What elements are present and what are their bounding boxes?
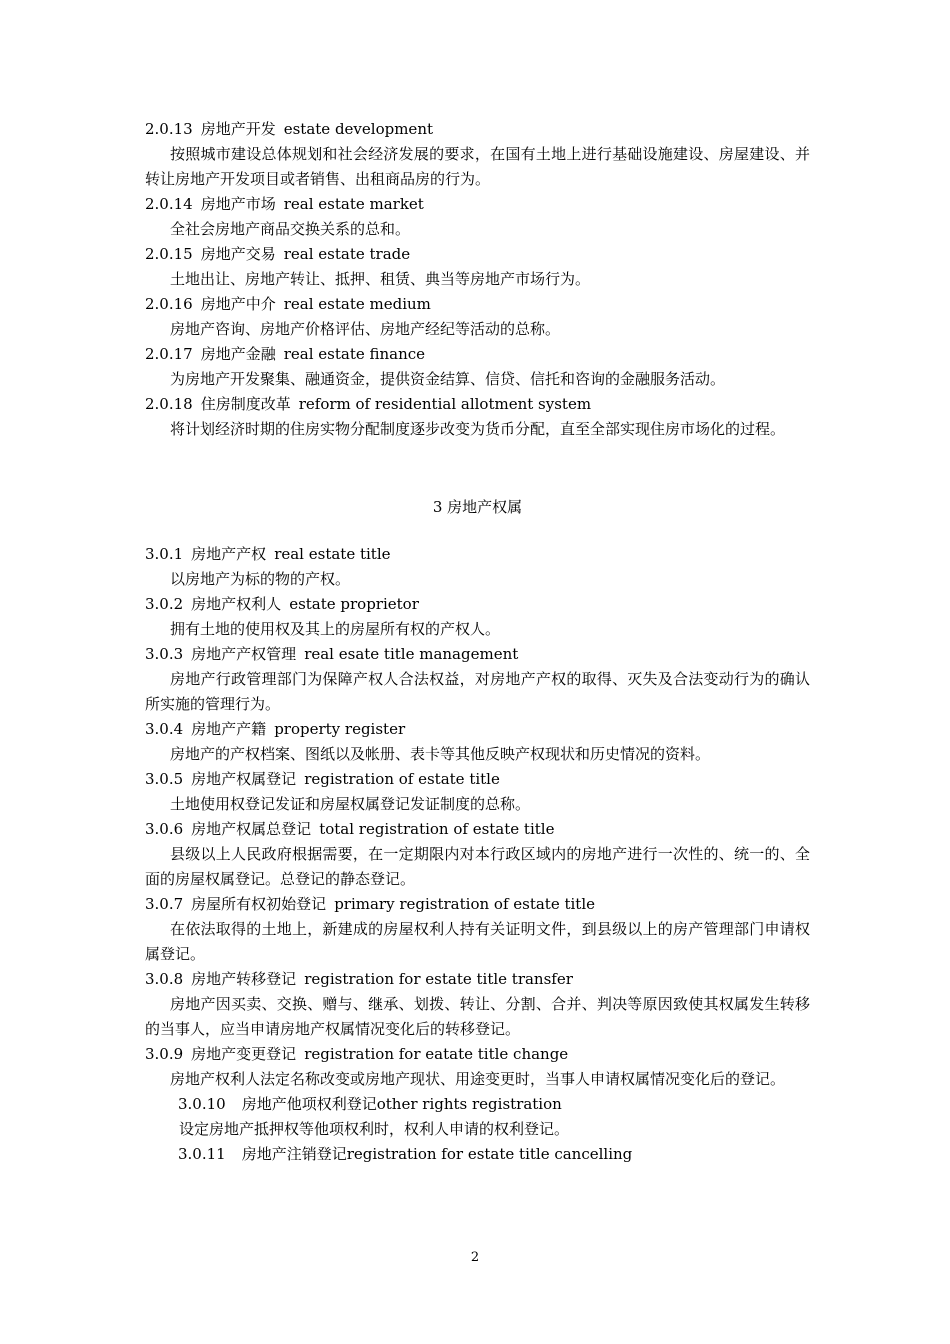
term-number: 3.0.11 [178, 1145, 226, 1163]
term-chinese: 房地产变更登记 [191, 1045, 297, 1063]
term-definition: 房地产因买卖、交换、赠与、继承、划拨、转让、分割、合并、判决等原因致使其权属发生转移的当事人，应当申请房地产权属情况变化后的转移登记。 [145, 995, 810, 1038]
term-number: 2.0.14 [145, 195, 193, 213]
term-chinese: 房屋所有权初始登记 [191, 895, 327, 913]
term-english: real estate medium [283, 295, 431, 313]
term-english: real estate finance [283, 345, 426, 363]
term-definition: 设定房地产抵押权等他项权利时，权利人申请的权利登记。 [179, 1120, 570, 1138]
page-number: 2 [470, 1250, 480, 1265]
term-number: 3.0.1 [145, 545, 184, 563]
entry-3-0-9 [145, 1042, 810, 1092]
term-definition: 房地产行政管理部门为保障产权人合法权益，对房地产产权的取得、灭失及合法变动行为的确认所实施的管理行为。 [145, 670, 810, 713]
section-title: 3 房地产权属 [432, 498, 523, 516]
entry-3-0-7 [145, 892, 810, 967]
entry-2-0-14 [145, 192, 810, 242]
term-chinese: 房地产产籍 [191, 720, 267, 738]
term-english: property register [274, 720, 406, 738]
term-chinese: 房地产市场 [200, 195, 276, 213]
term-definition: 将计划经济时期的住房实物分配制度逐步改变为货币分配，直至全部实现住房市场化的过程。 [170, 420, 786, 438]
term-heading [145, 242, 810, 267]
term-number: 3.0.4 [145, 720, 184, 738]
term-heading [145, 1092, 810, 1117]
term-number: 2.0.18 [145, 395, 193, 413]
term-english: registration of estate title [304, 770, 500, 788]
term-english: primary registration of estate title [334, 895, 596, 913]
term-chinese: 房地产他项权利登记 [241, 1095, 377, 1113]
term-definition: 拥有土地的使用权及其上的房屋所有权的产权人。 [170, 620, 501, 638]
term-number: 3.0.9 [145, 1045, 184, 1063]
term-chinese: 房地产权属总登记 [191, 820, 312, 838]
term-english: real esate title management [304, 645, 519, 663]
section-2-entries [145, 117, 810, 442]
term-english: reform of residential allotment system [298, 395, 592, 413]
term-definition: 房地产的产权档案、图纸以及帐册、表卡等其他反映产权现状和历史情况的资料。 [170, 745, 711, 763]
entry-3-0-8 [145, 967, 810, 1042]
page-content [145, 117, 810, 1167]
entry-3-0-1 [145, 542, 810, 592]
entry-2-0-18 [145, 392, 810, 442]
entry-3-0-3 [145, 642, 810, 717]
term-english: other rights registration [376, 1095, 562, 1113]
term-heading [145, 717, 810, 742]
term-english: estate proprietor [289, 595, 419, 613]
term-definition: 房地产咨询、房地产价格评估、房地产经纪等活动的总称。 [170, 320, 561, 338]
term-heading [145, 192, 810, 217]
term-number: 3.0.8 [145, 970, 184, 988]
term-chinese: 房地产权属登记 [191, 770, 297, 788]
term-english: total registration of estate title [319, 820, 555, 838]
term-chinese: 房地产交易 [200, 245, 276, 263]
term-chinese: 房地产转移登记 [191, 970, 297, 988]
term-definition: 按照城市建设总体规划和社会经济发展的要求，在国有土地上进行基础设施建设、房屋建设、并转让房地产开发项目或者销售、出租商品房的行为。 [145, 145, 810, 188]
term-chinese: 房地产注销登记 [241, 1145, 347, 1163]
term-definition: 县级以上人民政府根据需要，在一定期限内对本行政区域内的房地产进行一次性的、统一的、全面的房屋权属登记。总登记的静态登记。 [145, 845, 810, 888]
term-number: 2.0.15 [145, 245, 193, 263]
section-spacer [145, 520, 810, 542]
term-heading [145, 392, 810, 417]
term-english: real estate title [274, 545, 391, 563]
term-heading [145, 642, 810, 667]
term-number: 3.0.7 [145, 895, 184, 913]
entry-3-0-11 [145, 1142, 810, 1167]
term-chinese: 房地产产权管理 [191, 645, 297, 663]
term-heading [145, 117, 810, 142]
entry-2-0-16 [145, 292, 810, 342]
entry-2-0-15 [145, 242, 810, 292]
term-number: 2.0.13 [145, 120, 193, 138]
term-definition: 房地产权利人法定名称改变或房地产现状、用途变更时，当事人申请权属情况变化后的登记。 [170, 1070, 786, 1088]
term-english: registration for eatate title change [304, 1045, 569, 1063]
term-heading [145, 1042, 810, 1067]
term-definition: 土地出让、房地产转让、抵押、租赁、典当等房地产市场行为。 [170, 270, 591, 288]
term-english: real estate market [283, 195, 424, 213]
term-heading [145, 542, 810, 567]
entry-3-0-5 [145, 767, 810, 817]
term-number: 2.0.17 [145, 345, 193, 363]
entry-2-0-13 [145, 117, 810, 192]
term-number: 2.0.16 [145, 295, 193, 313]
term-heading [145, 1142, 810, 1167]
term-chinese: 房地产开发 [200, 120, 276, 138]
term-chinese: 房地产金融 [200, 345, 276, 363]
term-number: 3.0.6 [145, 820, 184, 838]
term-chinese: 房地产产权 [191, 545, 267, 563]
term-definition: 在依法取得的土地上，新建成的房屋权利人持有关证明文件，到县级以上的房产管理部门申请权属登记。 [145, 920, 810, 963]
term-english: estate development [283, 120, 434, 138]
term-chinese: 房地产权利人 [191, 595, 282, 613]
term-heading [145, 292, 810, 317]
entry-2-0-17 [145, 342, 810, 392]
term-heading [145, 342, 810, 367]
term-chinese: 住房制度改革 [200, 395, 291, 413]
term-english: registration for estate title transfer [304, 970, 573, 988]
entry-3-0-6 [145, 817, 810, 892]
term-number: 3.0.2 [145, 595, 184, 613]
term-number: 3.0.3 [145, 645, 184, 663]
term-heading [145, 767, 810, 792]
term-heading [145, 967, 810, 992]
term-english: real estate trade [283, 245, 411, 263]
term-heading [145, 892, 810, 917]
term-definition: 全社会房地产商品交换关系的总和。 [170, 220, 411, 238]
entry-3-0-4 [145, 717, 810, 767]
term-heading [145, 592, 810, 617]
term-definition: 为房地产开发聚集、融通资金，提供资金结算、信贷、信托和咨询的金融服务活动。 [170, 370, 726, 388]
entry-3-0-10 [145, 1092, 810, 1142]
section-spacer [145, 442, 810, 495]
term-chinese: 房地产中介 [200, 295, 276, 313]
term-number: 3.0.10 [178, 1095, 226, 1113]
term-definition: 土地使用权登记发证和房屋权属登记发证制度的总称。 [170, 795, 531, 813]
term-number: 3.0.5 [145, 770, 184, 788]
section-3-entries [145, 542, 810, 1167]
term-definition: 以房地产为标的物的产权。 [170, 570, 351, 588]
term-heading [145, 817, 810, 842]
term-english: registration for estate title cancelling [346, 1145, 633, 1163]
entry-3-0-2 [145, 592, 810, 642]
